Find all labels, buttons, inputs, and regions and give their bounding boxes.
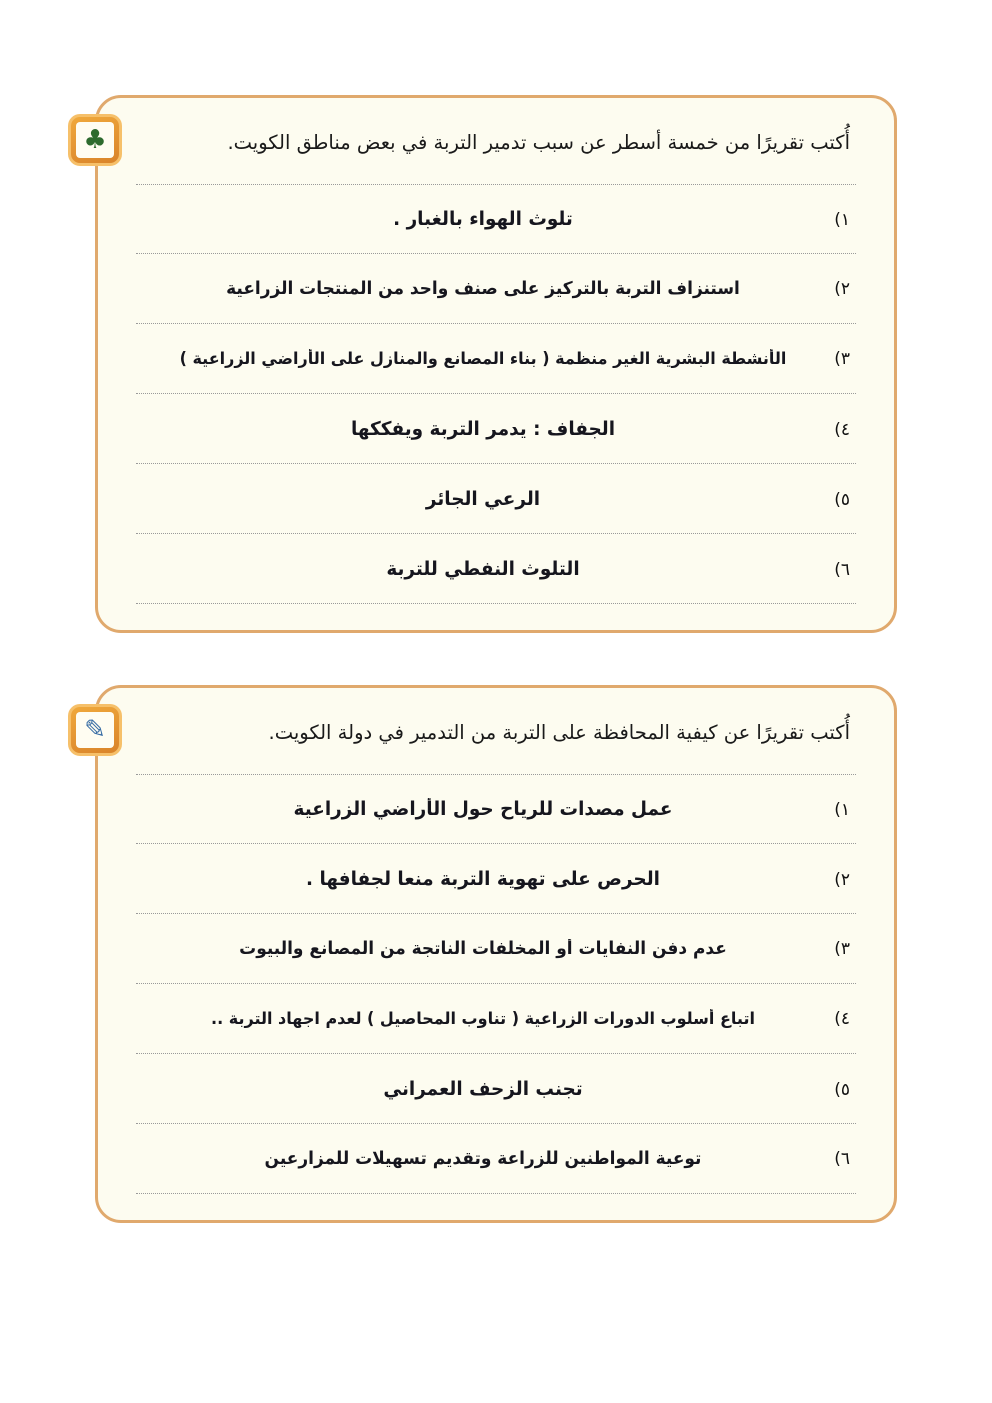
answer-text: الجفاف : يدمر التربة ويفككها bbox=[350, 418, 616, 440]
answer-text: عمل مصدات للرياح حول الأراضي الزراعية bbox=[293, 798, 673, 820]
answer-number: ٦) bbox=[834, 560, 850, 580]
prompt-row-2 bbox=[84, 712, 856, 764]
answer-number: ١) bbox=[834, 210, 850, 230]
answer-row bbox=[136, 418, 856, 440]
answer-number: ٢) bbox=[834, 279, 850, 299]
rule-line bbox=[136, 184, 856, 185]
answer-number: ٥) bbox=[834, 1080, 850, 1100]
tree-icon-glyph: ♣ bbox=[76, 122, 114, 158]
prompt-text-1: أُكتب تقريرًا من خمسة أسطر عن سبب تدمير التربة في بعض مناطق الكويت. bbox=[227, 131, 850, 154]
answer-text: استنزاف التربة بالتركيز على صنف واحد من المنتجات الزراعية bbox=[226, 279, 740, 299]
answer-line-1-5 bbox=[136, 464, 856, 534]
answer-line-1-3 bbox=[136, 324, 856, 394]
answer-row bbox=[136, 1078, 856, 1100]
rule-line bbox=[136, 774, 856, 775]
answer-row bbox=[136, 798, 856, 820]
answer-line-2-6 bbox=[136, 1124, 856, 1194]
worksheet-card-2 bbox=[84, 685, 897, 1223]
answer-line-2-4 bbox=[136, 984, 856, 1054]
answer-number: ٢) bbox=[834, 870, 850, 890]
prompt-row-1 bbox=[83, 122, 856, 174]
answer-line-1-1 bbox=[136, 184, 856, 254]
answer-row bbox=[136, 558, 856, 580]
answer-number: ٥) bbox=[834, 490, 850, 510]
book-badge-icon bbox=[68, 704, 122, 756]
answer-lines-1 bbox=[136, 184, 856, 604]
answer-line-2-3 bbox=[136, 914, 856, 984]
answer-text: اتباع أسلوب الدورات الزراعية ( تناوب المحاصيل ) لعدم اجهاد التربة .. bbox=[211, 1009, 755, 1028]
card-content-2 bbox=[84, 688, 894, 1220]
answer-line-2-1 bbox=[136, 774, 856, 844]
answer-text: التلوث النفطي للتربة bbox=[386, 558, 580, 580]
answer-line-1-2 bbox=[136, 254, 856, 324]
answer-number: ١) bbox=[834, 800, 850, 820]
rule-line bbox=[136, 603, 856, 604]
card-content-1 bbox=[83, 98, 894, 630]
answer-text: تلوث الهواء بالغبار . bbox=[393, 208, 573, 230]
answer-text: الرعي الجائر bbox=[425, 488, 541, 510]
rule-line bbox=[136, 1193, 856, 1194]
tree-badge-icon bbox=[68, 114, 122, 166]
answer-number: ٣) bbox=[834, 349, 850, 369]
answer-number: ٦) bbox=[834, 1149, 850, 1169]
answer-text: الحرص على تهوية التربة منعا لجفافها . bbox=[306, 868, 660, 890]
pencil-icon-glyph: ✎ bbox=[76, 712, 114, 748]
prompt-text-2: أُكتب تقريرًا عن كيفية المحافظة على التربة من التدمير في دولة الكويت. bbox=[268, 721, 850, 744]
answer-number: ٤) bbox=[834, 420, 850, 440]
answer-row bbox=[136, 349, 856, 369]
answer-row bbox=[136, 488, 856, 510]
answer-row bbox=[136, 1009, 856, 1029]
answer-line-1-4 bbox=[136, 394, 856, 464]
answer-row bbox=[136, 279, 856, 299]
answer-number: ٤) bbox=[834, 1009, 850, 1029]
answer-line-2-5 bbox=[136, 1054, 856, 1124]
answer-line-1-6 bbox=[136, 534, 856, 604]
worksheet-card-1 bbox=[83, 95, 897, 633]
answer-text: الأنشطة البشرية الغير منظمة ( بناء المصانع والمنازل على الأراضي الزراعية ) bbox=[179, 349, 787, 368]
answer-number: ٣) bbox=[834, 939, 850, 959]
answer-row bbox=[136, 868, 856, 890]
answer-text: توعية المواطنين للزراعة وتقديم تسهيلات للمزارعين bbox=[264, 1149, 702, 1169]
answer-lines-2 bbox=[136, 774, 856, 1194]
answer-row bbox=[136, 208, 856, 230]
answer-text: عدم دفن النفايات أو المخلفات الناتجة من المصانع والبيوت bbox=[239, 939, 727, 959]
answer-text: تجنب الزحف العمراني bbox=[383, 1078, 583, 1100]
answer-row bbox=[136, 1149, 856, 1169]
answer-line-2-2 bbox=[136, 844, 856, 914]
answer-row bbox=[136, 939, 856, 959]
